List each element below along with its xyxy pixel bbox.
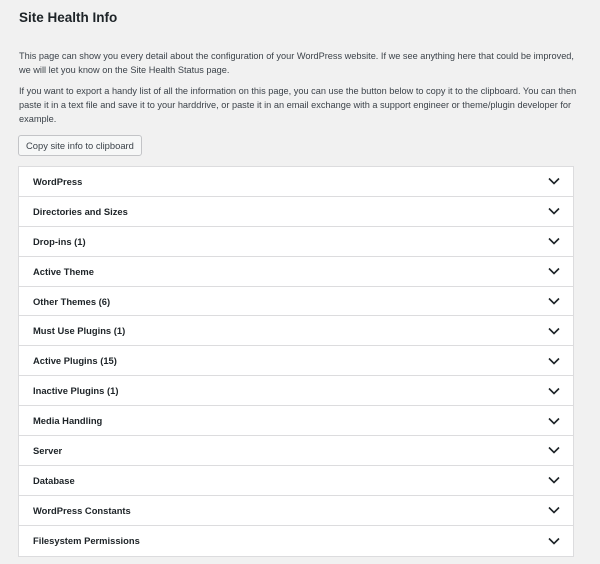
section-label: Active Theme bbox=[33, 265, 94, 277]
chevron-down-icon bbox=[548, 537, 560, 545]
section-wordpress[interactable] bbox=[19, 167, 573, 197]
section-label: Other Themes (6) bbox=[33, 295, 111, 307]
section-label: Drop-ins (1) bbox=[33, 235, 86, 247]
chevron-down-icon bbox=[548, 446, 560, 454]
chevron-down-icon bbox=[548, 387, 560, 395]
section-directories-and-sizes[interactable] bbox=[19, 197, 573, 227]
chevron-down-icon bbox=[548, 476, 560, 484]
intro-paragraph: This page can show you every detail about the configuration of your WordPress website. If we see anything here that could be improved, we will let you know on the Site Health Status page. bbox=[19, 51, 574, 76]
section-other-themes[interactable] bbox=[19, 287, 573, 317]
chevron-down-icon bbox=[548, 417, 560, 425]
section-must-use-plugins[interactable] bbox=[19, 316, 573, 346]
chevron-down-icon bbox=[548, 357, 560, 365]
chevron-down-icon bbox=[548, 327, 560, 335]
section-label: WordPress Constants bbox=[33, 504, 131, 516]
chevron-down-icon bbox=[548, 297, 560, 305]
chevron-down-icon bbox=[548, 506, 560, 514]
section-drop-ins[interactable] bbox=[19, 227, 573, 257]
page-title: Site Health Info bbox=[19, 10, 118, 25]
section-label: WordPress bbox=[33, 175, 83, 187]
section-inactive-plugins[interactable] bbox=[19, 376, 573, 406]
chevron-down-icon bbox=[548, 267, 560, 275]
section-database[interactable] bbox=[19, 466, 573, 496]
section-label: Database bbox=[33, 474, 75, 486]
section-label: Must Use Plugins (1) bbox=[33, 325, 126, 337]
export-instructions-paragraph: If you want to export a handy list of all the information on this page, you can use the button below to copy it to the clipboard. You can then paste it in a text file and save it to your harddrive, or paste it in an email exchange with a support engineer or theme/plugin developer for example. bbox=[19, 86, 577, 125]
chevron-down-icon bbox=[548, 207, 560, 215]
section-server[interactable] bbox=[19, 436, 573, 466]
section-media-handling[interactable] bbox=[19, 406, 573, 436]
copy-site-info-button[interactable]: Copy site info to clipboard bbox=[18, 135, 142, 156]
section-active-theme[interactable] bbox=[19, 257, 573, 287]
section-label: Active Plugins (15) bbox=[33, 355, 117, 367]
section-label: Media Handling bbox=[33, 415, 103, 427]
section-label: Filesystem Permissions bbox=[33, 535, 140, 547]
site-info-accordion bbox=[18, 166, 574, 557]
chevron-down-icon bbox=[548, 237, 560, 245]
chevron-down-icon bbox=[548, 177, 560, 185]
section-label: Inactive Plugins (1) bbox=[33, 385, 119, 397]
section-wordpress-constants[interactable] bbox=[19, 496, 573, 526]
section-filesystem-permissions[interactable] bbox=[19, 526, 573, 556]
section-active-plugins[interactable] bbox=[19, 346, 573, 376]
section-label: Server bbox=[33, 444, 63, 456]
section-label: Directories and Sizes bbox=[33, 205, 128, 217]
